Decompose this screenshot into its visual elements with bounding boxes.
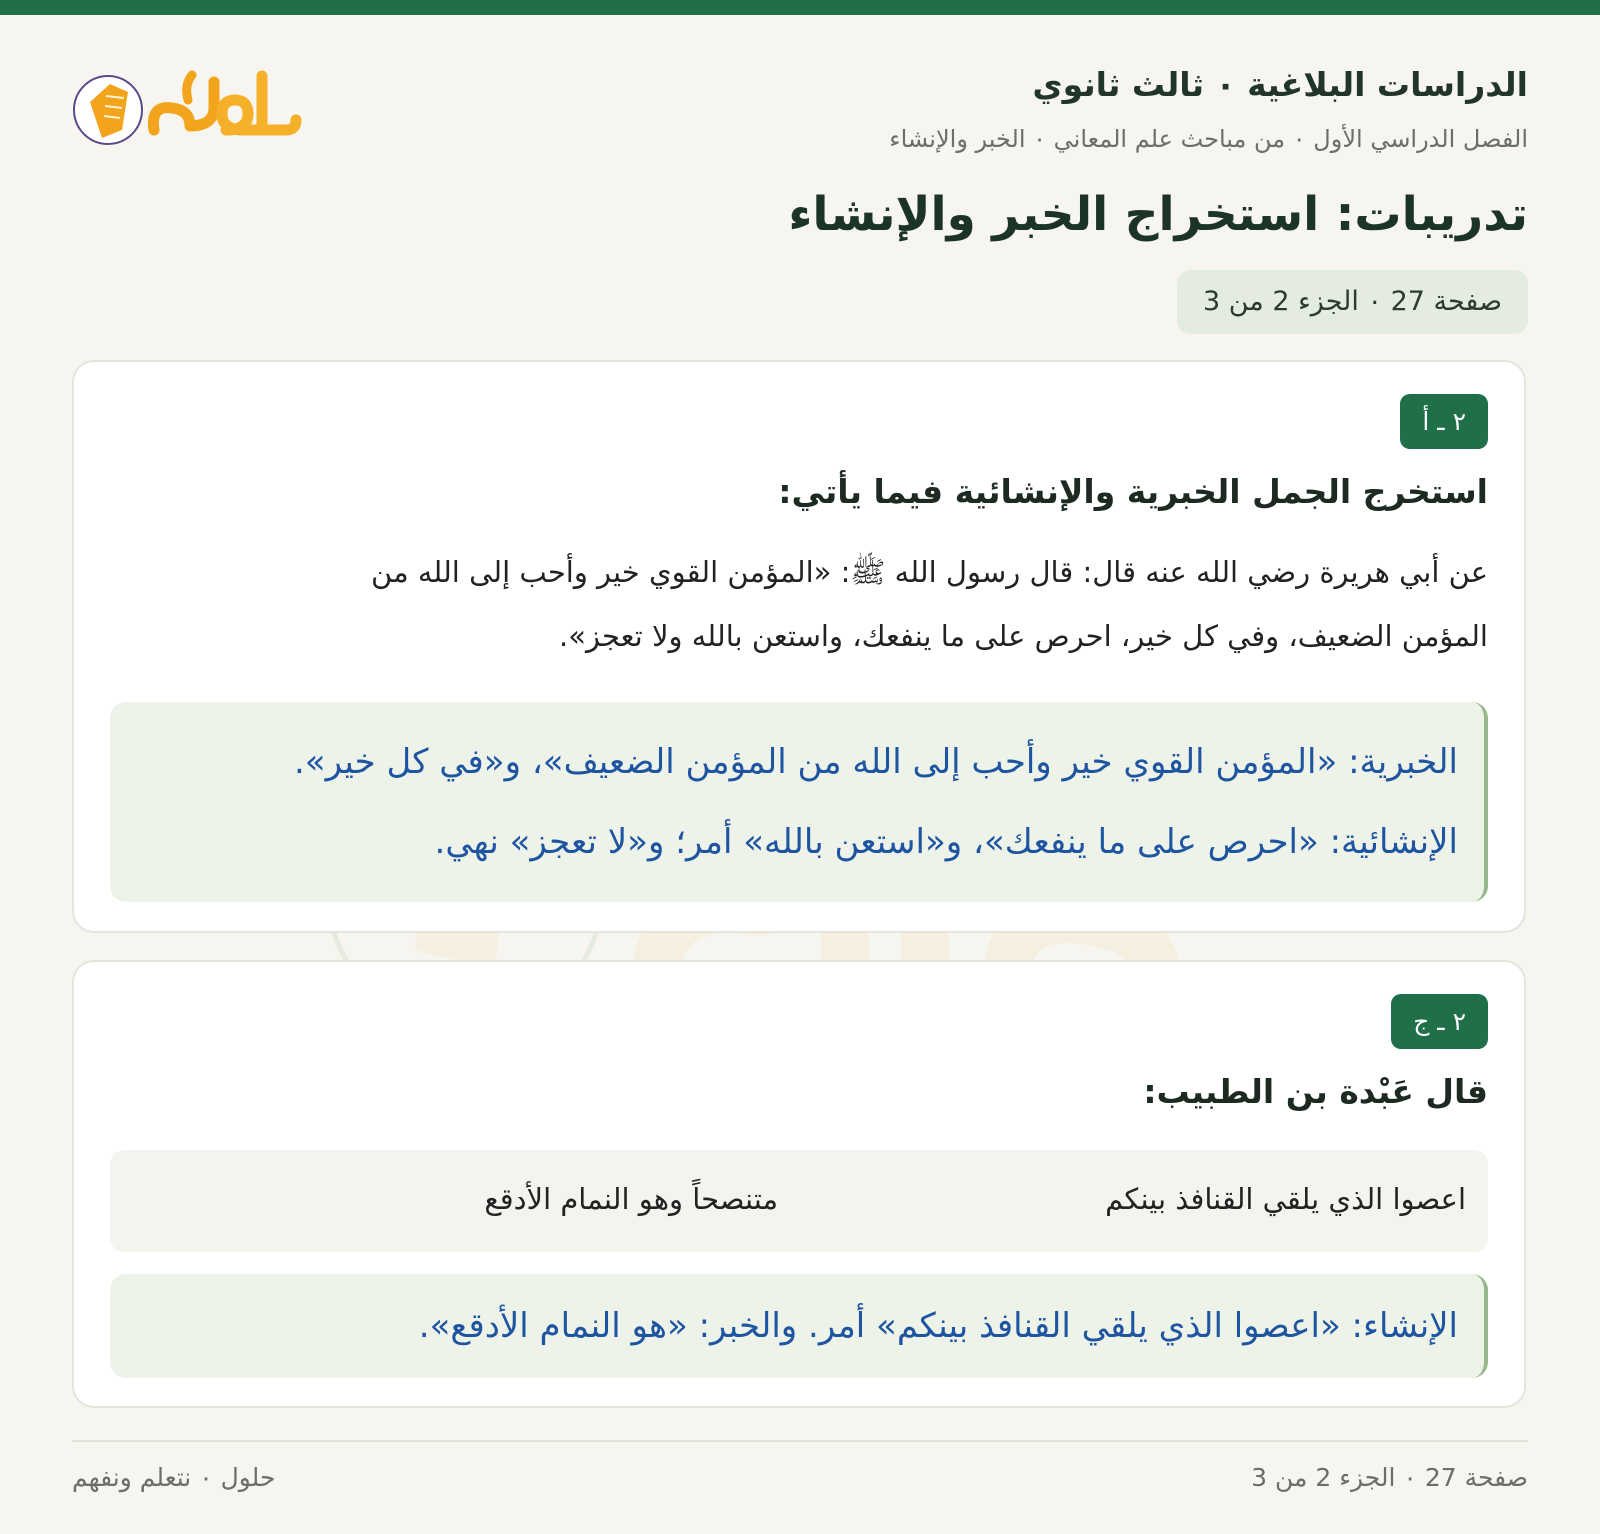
exercise-card-2c xyxy=(72,960,1526,1408)
answer-line-insha: الإنشائية: «احرص على ما ينفعك»، و«استعن بالله» أمر؛ و«لا تعجز» نهي. xyxy=(434,822,1458,862)
poetry-verse xyxy=(110,1150,1488,1252)
answer-box: الإنشاء: «اعصوا الذي يلقي القنافذ بينكم» أمر. والخبر: «هو النمام الأدقع». xyxy=(110,1274,1488,1378)
first-hemistich: اعصوا الذي يلقي القنافذ بينكم xyxy=(1105,1182,1466,1216)
page-title: تدريبات: استخراج الخبر والإنشاء xyxy=(788,187,1528,242)
hulul-logo xyxy=(72,60,304,160)
answer-line-khabar: الخبرية: «المؤمن القوي خير وأحب إلى الله من المؤمن الضعيف»، و«في كل خير». xyxy=(294,742,1458,782)
top-accent-bar xyxy=(0,0,1600,15)
passage-line: المؤمن الضعيف، وفي كل خير، احرص على ما ينفعك، واستعن بالله ولا تعجز». xyxy=(558,619,1488,653)
subject-title: الدراسات البلاغية ٠ ثالث ثانوي xyxy=(1032,65,1528,104)
exercise-card-2a xyxy=(72,360,1526,933)
footer-divider xyxy=(72,1440,1528,1442)
exercise-number-badge: ٢ ـ ج xyxy=(1391,994,1488,1049)
breadcrumb: الفصل الدراسي الأول ٠ من مباحث علم المعاني ٠ الخبر والإنشاء xyxy=(889,125,1528,153)
page-info-badge: صفحة 27 ٠ الجزء 2 من 3 xyxy=(1177,270,1528,334)
footer-brand: حلول ٠ نتعلم ونفهم xyxy=(72,1463,276,1492)
exercise-number-badge: ٢ ـ أ xyxy=(1400,394,1488,449)
second-hemistich: متنصحاً وهو النمام الأدقع xyxy=(484,1182,778,1216)
question-title: استخرج الجمل الخبرية والإنشائية فيما يأتي: xyxy=(778,472,1488,511)
answer-box xyxy=(110,702,1488,902)
footer-page-info: صفحة 27 ٠ الجزء 2 من 3 xyxy=(1251,1463,1528,1492)
passage-line: عن أبي هريرة رضي الله عنه قال: قال رسول الله ﷺ: «المؤمن القوي خير وأحب إلى الله من xyxy=(371,555,1488,589)
page-header xyxy=(72,55,1528,345)
question-title: قال عَبْدة بن الطبيب: xyxy=(1143,1072,1488,1111)
hadith-passage xyxy=(110,540,1488,668)
